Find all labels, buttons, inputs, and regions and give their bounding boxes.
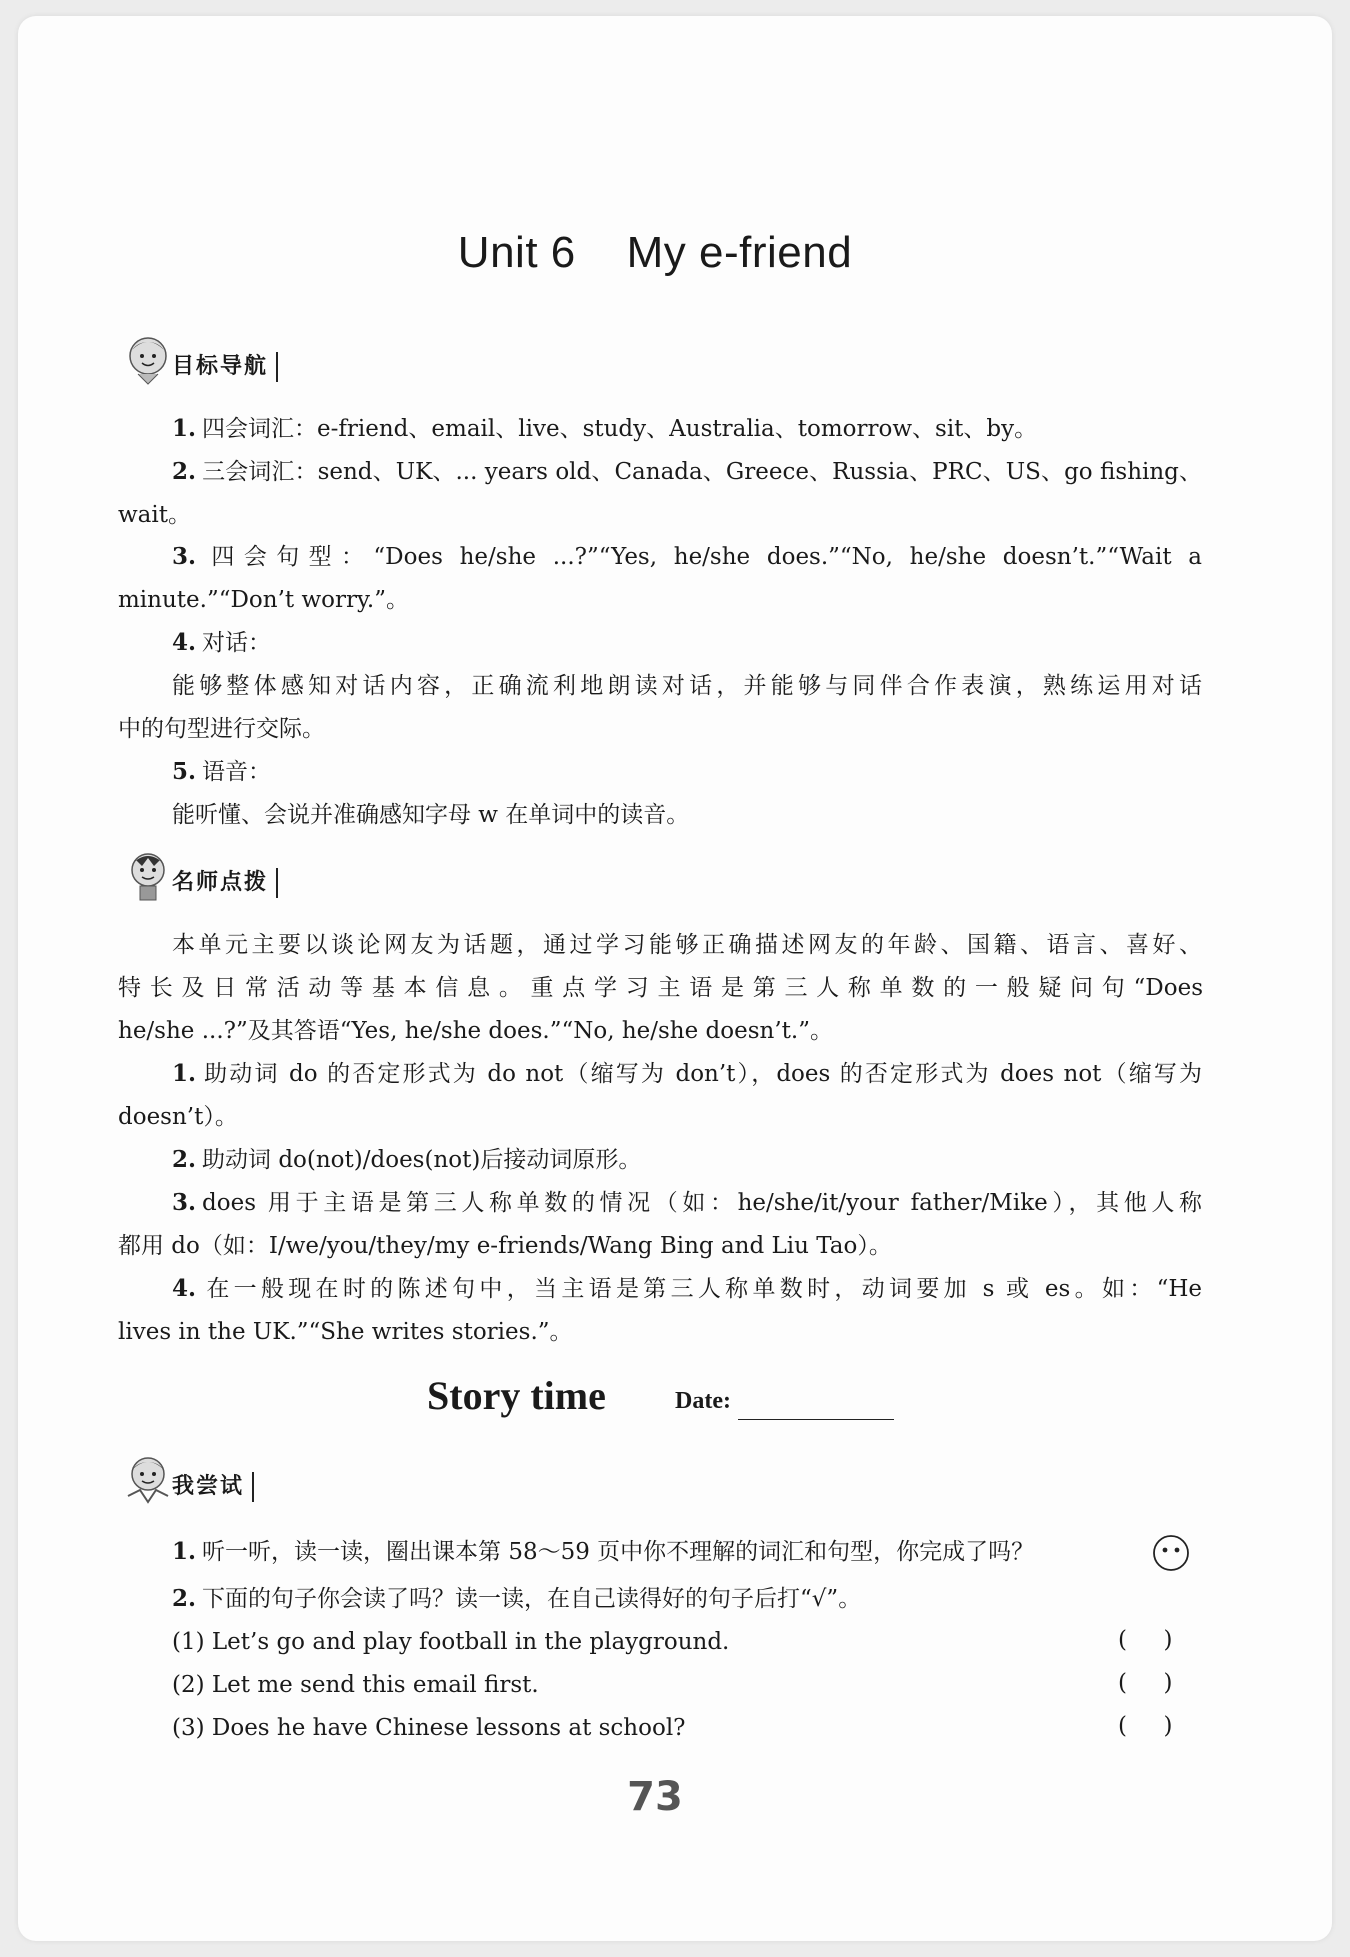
section-heading-label: 我尝试 — [172, 1472, 254, 1502]
reading-sentence: (1) Let’s go and play football in the playground. — [172, 1629, 730, 1655]
girl-mascot-icon — [120, 332, 176, 388]
list-item: 2. 下面的句子你会读了吗？读一读，在自己读得好的句子后打“√”。 — [172, 1585, 862, 1612]
check-box[interactable]: ( ) — [1118, 1670, 1173, 1696]
list-item: 4. 在一般现在时的陈述句中，当主语是第三人称单数时，动词要加 s 或 es。如：“He — [172, 1275, 1203, 1302]
list-item-cont: lives in the UK.”“She writes stories.”。 — [118, 1319, 573, 1345]
paragraph-line: 能听懂、会说并准确感知字母 w 在单词中的读音。 — [172, 802, 690, 828]
boy-mascot-icon — [120, 848, 176, 904]
paragraph-line: 本单元主要以谈论网友为话题，通过学习能够正确描述网友的年龄、国籍、语言、喜好、 — [172, 932, 1202, 958]
section-heading-label: 名师点拨 — [172, 868, 278, 898]
list-item-cont: 都用 do（如：I/we/you/they/my e-friends/Wang Bing and Liu Tao）。 — [118, 1233, 892, 1259]
list-item-cont: wait。 — [118, 502, 191, 528]
girl-mascot-icon — [120, 1452, 176, 1508]
list-item-cont: doesn’t）。 — [118, 1104, 238, 1130]
check-box[interactable]: ( ) — [1118, 1627, 1173, 1653]
story-time-heading: Story time — [427, 1373, 606, 1418]
list-item: 1. 助动词 do 的否定形式为 do not（缩写为 don’t），does 的否定形式为 does not（缩写为 — [172, 1060, 1202, 1087]
date-blank[interactable] — [738, 1419, 894, 1420]
paragraph-line: he/she ...?”及其答语“Yes, he/she does.”“No, he/she doesn’t.”。 — [118, 1018, 833, 1044]
list-item: 3. does 用于主语是第三人称单数的情况（如：he/she/it/your father/Mike），其他人称 — [172, 1189, 1202, 1216]
list-item: 1. 四会词汇：e-friend、email、live、study、Australia、tomorrow、sit、by。 — [172, 415, 1038, 442]
reading-sentence: (3) Does he have Chinese lessons at school? — [172, 1715, 686, 1741]
section-heading-label: 目标导航 — [172, 352, 278, 382]
paragraph-line: 能够整体感知对话内容，正确流利地朗读对话，并能够与同伴合作表演，熟练运用对话 — [172, 673, 1202, 699]
reading-sentence: (2) Let me send this email first. — [172, 1672, 539, 1698]
check-box[interactable]: ( ) — [1118, 1713, 1173, 1739]
list-item: 2. 三会词汇：send、UK、... years old、Canada、Greece、Russia、PRC、US、go fishing、 — [172, 458, 1202, 485]
list-item: 4. 对话： — [172, 629, 272, 656]
list-item: 3. 四会句型：“Does he/she ...?”“Yes, he/she does.”“No, he/she doesn’t.”“Wait a — [172, 543, 1202, 570]
list-item: 5. 语音： — [172, 758, 272, 785]
date-label: Date: — [675, 1388, 731, 1414]
paragraph-line: 特长及日常活动等基本信息。重点学习主语是第三人称单数的一般疑问句“Does — [118, 975, 1203, 1001]
smiley-face-icon[interactable] — [1152, 1534, 1190, 1572]
list-item-cont: minute.”“Don’t worry.”。 — [118, 587, 409, 613]
paragraph-line: 中的句型进行交际。 — [118, 716, 325, 742]
list-item: 2. 助动词 do(not)/does(not)后接动词原形。 — [172, 1146, 642, 1173]
unit-title: Unit 6 My e-friend — [457, 228, 853, 277]
list-item: 1. 听一听，读一读，圈出课本第 58～59 页中你不理解的词汇和句型，你完成了吗？ — [172, 1538, 1035, 1565]
page-number: 73 — [627, 1774, 683, 1820]
